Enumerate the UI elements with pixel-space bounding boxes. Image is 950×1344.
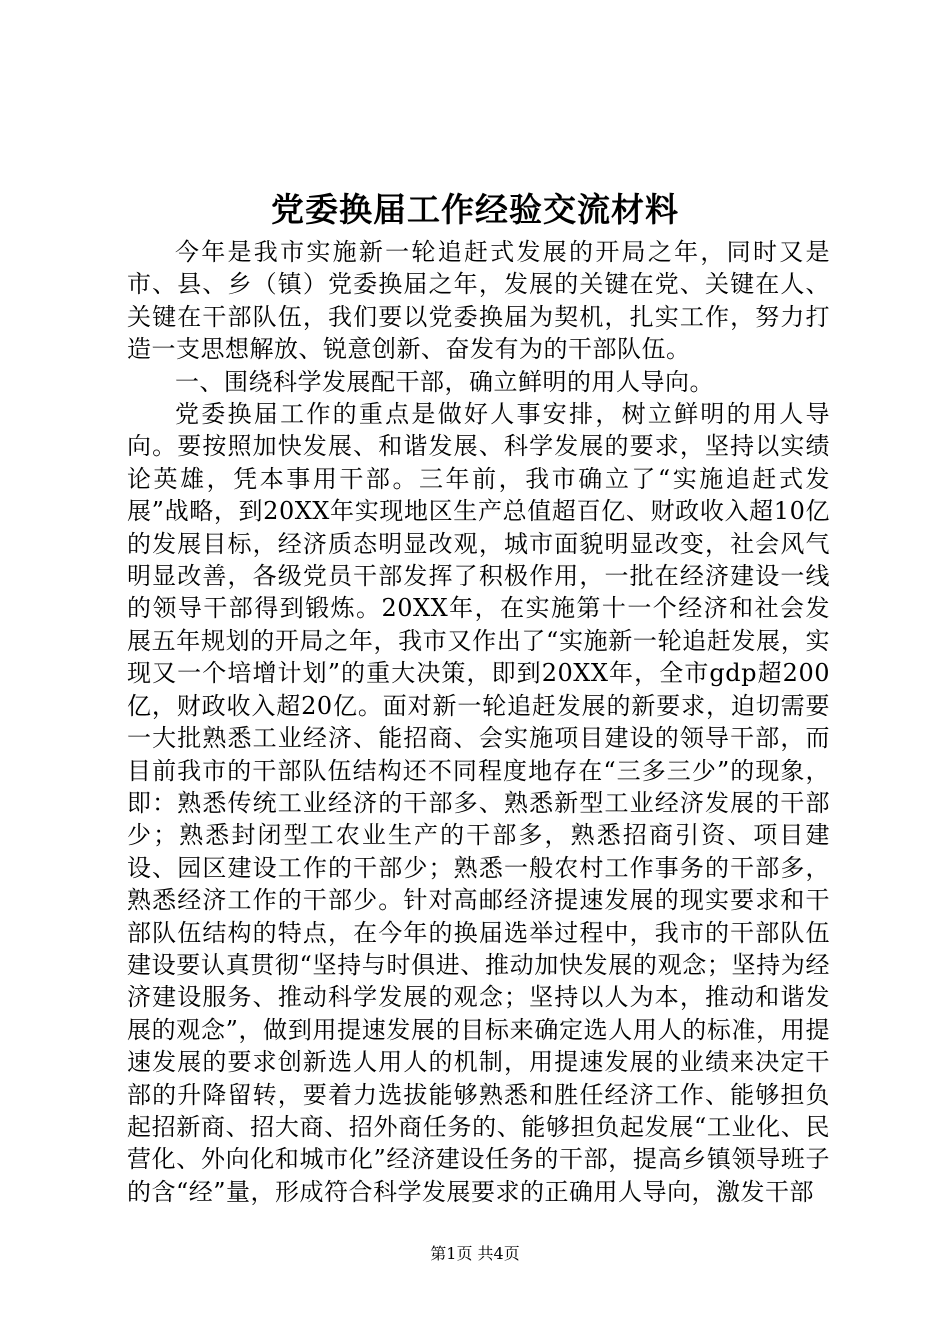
paragraph-intro: 今年是我市实施新一轮追赶式发展的开局之年，同时又是市、县、乡（镇）党委换届之年，发展的关键在党、关键在人、关键在干部队伍，我们要以党委换届为契机，扎实工作，努力打造一支思想解放、锐意创新、奋发有为的干部队伍。: [127, 238, 830, 364]
document-body: [127, 236, 830, 1208]
page-footer: 第1页 共4页: [430, 1244, 520, 1263]
document-title: 党委换届工作经验交流材料: [271, 190, 679, 229]
paragraph-section-heading: 一、围绕科学发展配干部，确立鲜明的用人导向。: [175, 367, 714, 396]
paragraph-main: 党委换届工作的重点是做好人事安排，树立鲜明的用人导向。要按照加快发展、和谐发展、科学发展的要求，坚持以实绩论英雄，凭本事用干部。三年前，我市确立了“实施追赶式发展”战略，到20XX年实现地区生产总值超百亿、财政收入超10亿的发展目标，经济质态明显改观，城市面貌明显改变，社会风气明显改善，各级党员干部发挥了积极作用，一批在经济建设一线的领导干部得到锻炼。20XX年，在实施第十一个经济和社会发展五年规划的开局之年，我市又作出了“实施新一轮追赶发展，实现又一个培增计划”的重大决策，即到20XX年，全市gdp超200亿，财政收入超20亿。面对新一轮追赶发展的新要求，迫切需要一大批熟悉工业经济、能招商、会实施项目建设的领导干部，而目前我市的干部队伍结构还不同程度地存在“三多三少”的现象，即：熟悉传统工业经济的干部多、熟悉新型工业经济发展的干部少；熟悉封闭型工农业生产的干部多，熟悉招商引资、项目建设、园区建设工作的干部少；熟悉一般农村工作事务的干部多，熟悉经济工作的干部少。针对高邮经济提速发展的现实要求和干部队伍结构的特点，在今年的换届选举过程中，我市的干部队伍建设要认真贯彻“坚持与时俱进、推动加快发展的观念；坚持为经济建设服务、推动科学发展的观念；坚持以人为本，推动和谐发展的观念”，做到用提速发展的目标来确定选人用人的标准，用提速发展的要求创新选人用人的机制，用提速发展的业绩来决定干部的升降留转，要着力选拔能够熟悉和胜任经济工作、能够担负起招新商、招大商、招外商任务的、能够担负起发展“工业化、民营化、外向化和城市化”经济建设任务的干部，提高乡镇领导班子的含“经”量，形成符合科学发展要求的正确用人导向，激发干部: [127, 400, 830, 1206]
